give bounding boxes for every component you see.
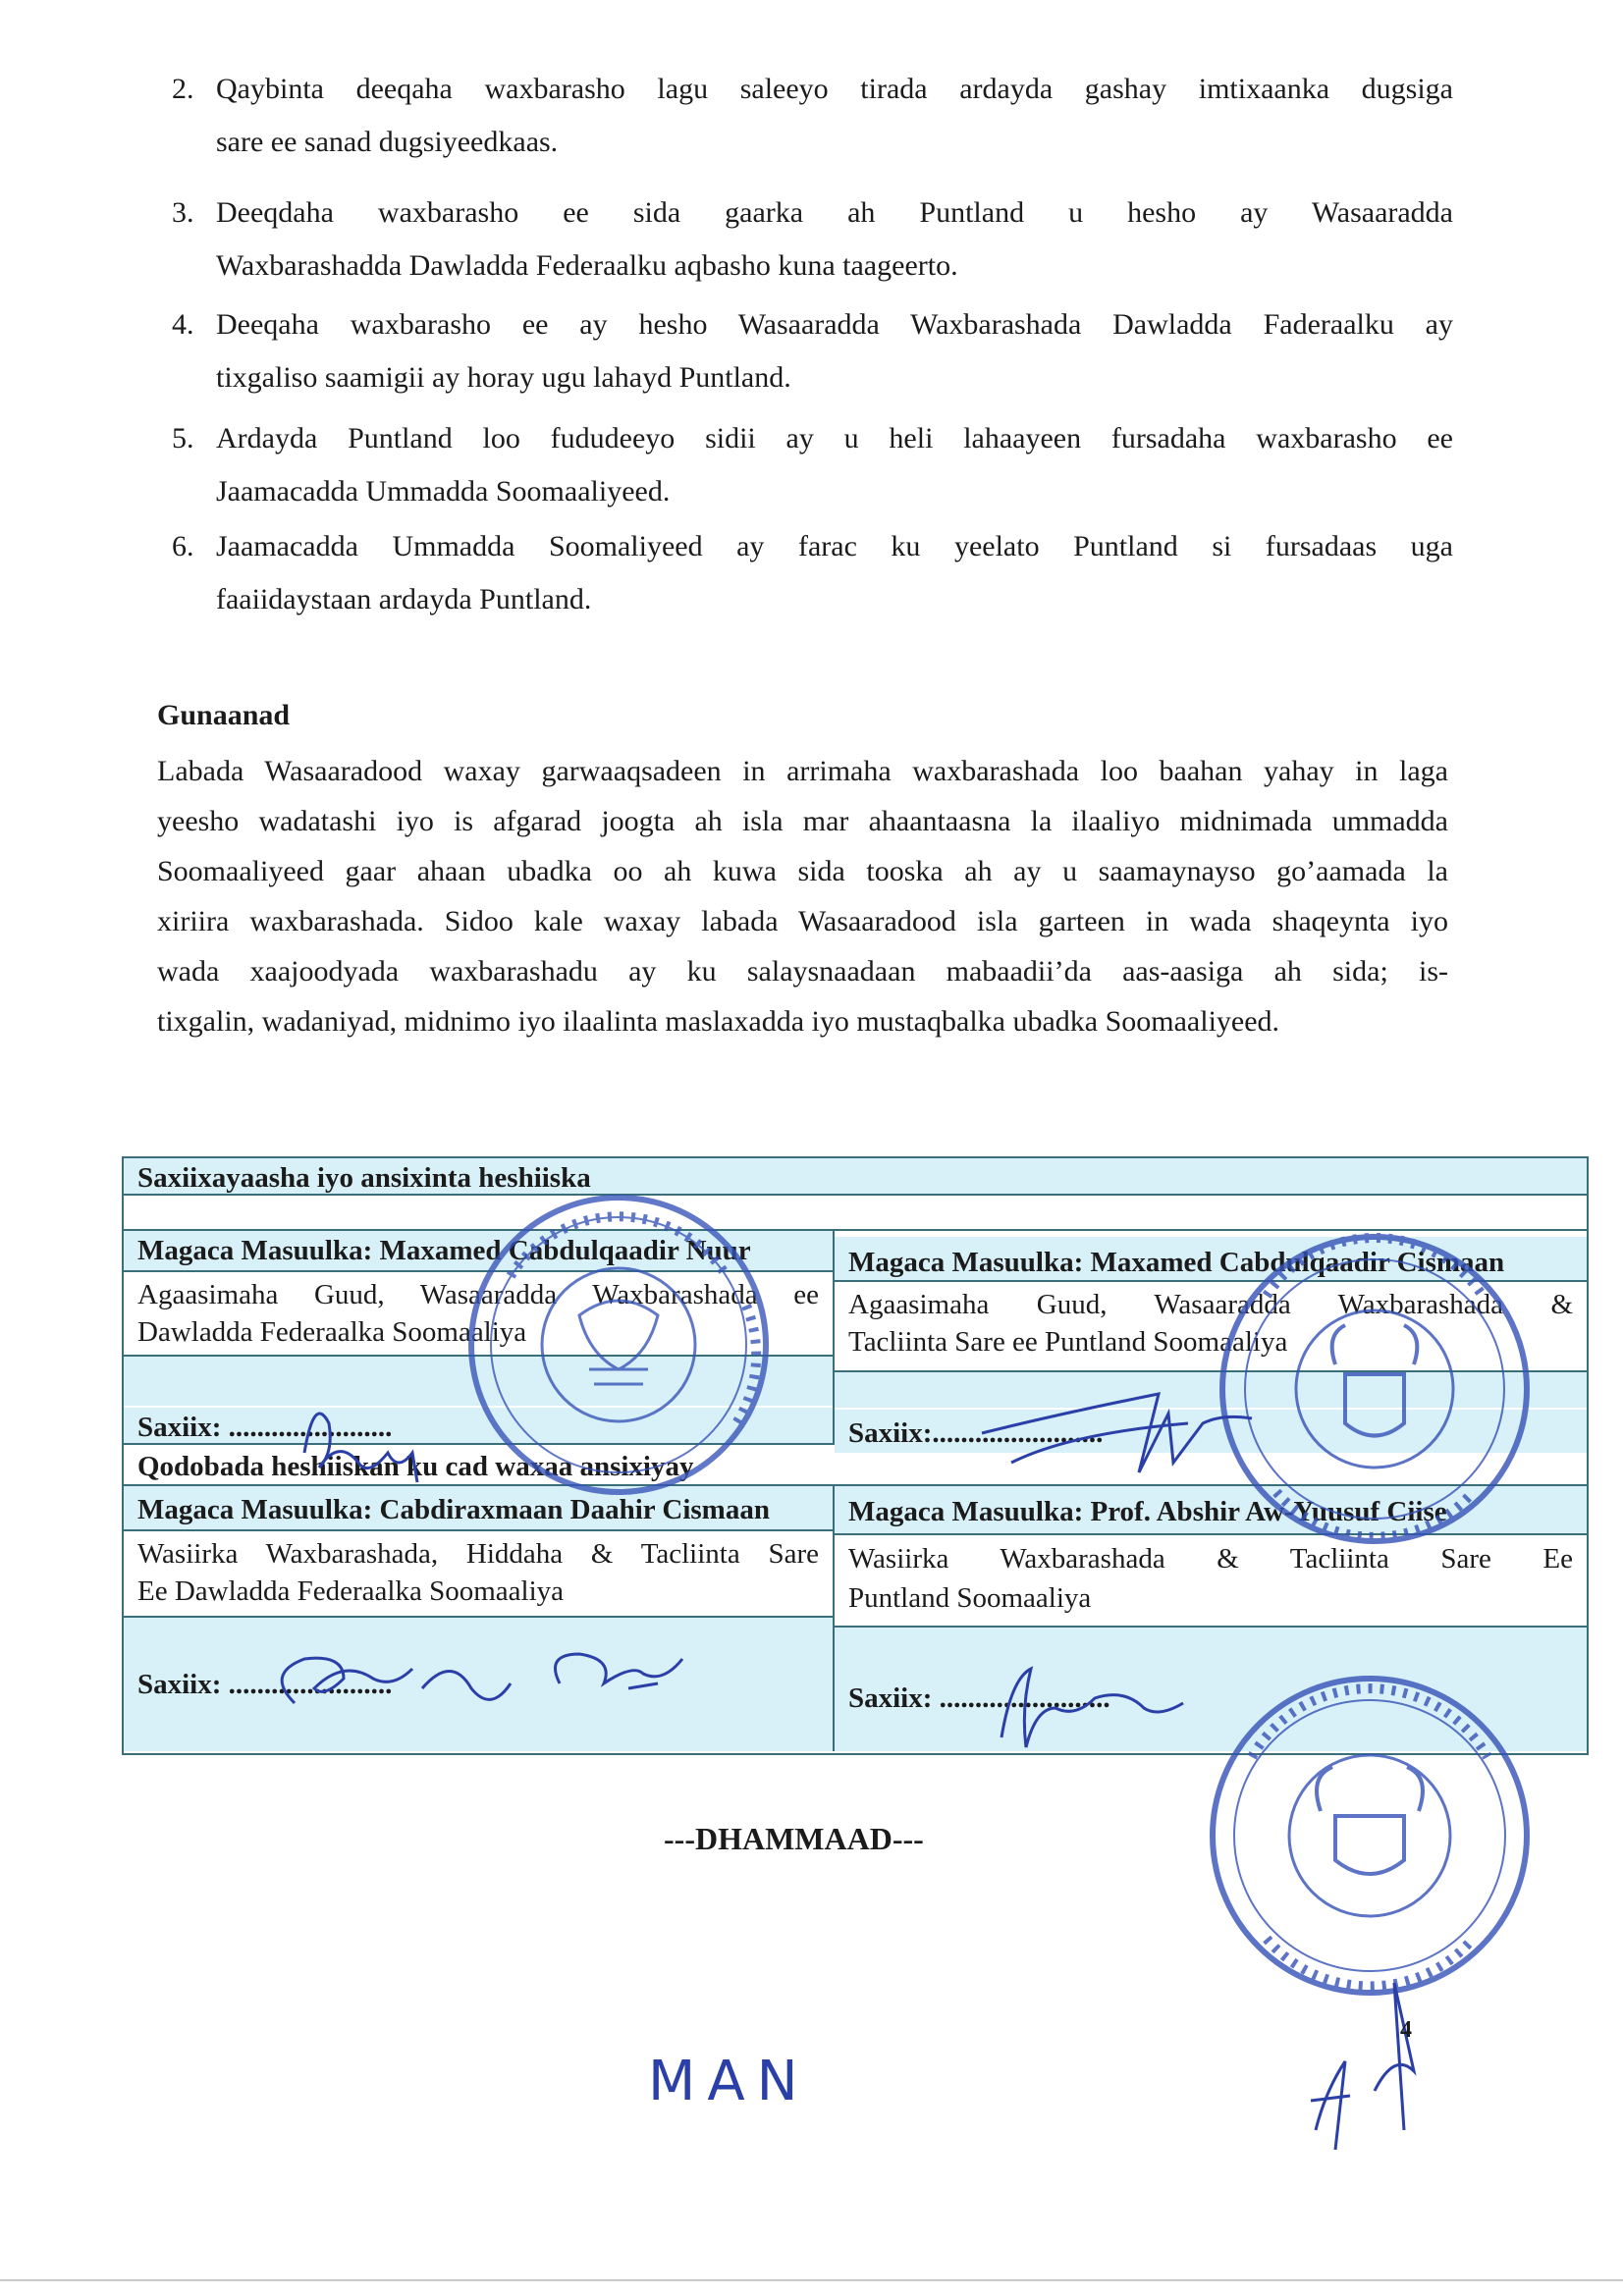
handwritten-initials-right xyxy=(1311,1983,1414,2150)
list-item-text: Deeqdaha waxbarasho ee sida gaarka ah Puntland u hesho ay Wasaaradda xyxy=(216,196,1453,229)
paragraph-line: Labada Wasaaradood waxay garwaaqsadeen in arrimaha waxbarashada loo baahan yahay in laga xyxy=(157,755,1448,787)
page-number: 4 xyxy=(1400,2017,1412,2043)
role-left-bottom: Wasiirka Waxbarashada, Hiddaha & Tacliinta Sare Ee Dawladda Federaalka Soomaaliya xyxy=(137,1538,819,1607)
name-label-left-top: Magaca Masuulka: Maxamed Cabdulqaadir Nuur xyxy=(124,1231,833,1270)
role-right-bottom: Wasiirka Waxbarashada & Tacliinta Sare Ee Puntland Soomaaliya xyxy=(848,1543,1573,1614)
signature-left-top xyxy=(304,1414,417,1482)
name-label-left-bottom: Magaca Masuulka: Cabdiraxmaan Daahir Cismaan xyxy=(124,1486,833,1529)
puntland-dg-seal xyxy=(1222,1237,1527,1541)
list-item-text-cont: faaiidaystaan ardayda Puntland. xyxy=(216,583,592,615)
list-item-text-cont: Waxbarashadda Dawladda Federaalku aqbasho kuna taageerto. xyxy=(216,249,958,282)
paragraph-line: Soomaaliyeed gaar ahaan ubadka oo ah kuwa sida tooska ah ay u saamaynayso go’aamada la xyxy=(157,855,1448,887)
paragraph-line: yeesho wadatashi iyo is afgarad joogta ah isla mar ahaantaasna la ilaaliyo midnimada ummadda xyxy=(157,805,1448,837)
paragraph-line: xiriira waxbarashada. Sidoo kale waxay labada Wasaaradood isla garteen in wada shaqeynta iyo xyxy=(157,905,1448,937)
list-item-text: Deeqaha waxbarasho ee ay hesho Wasaaradda Waxbarashada Dawladda Faderaalku ay xyxy=(216,308,1453,341)
handwritten-initials: MAN xyxy=(648,2050,810,2113)
list-item-text-cont: tixgaliso saamigii ay horay ugu lahayd Puntland. xyxy=(216,361,791,394)
name-label-right-bottom: Magaca Masuulka: Prof. Abshir Aw-Yuusuf Ciise xyxy=(835,1486,1587,1533)
signature-field-right-bottom: Saxiix: ........................ xyxy=(835,1628,1587,1751)
approval-heading: Qodobada heshiiskan ku cad waxaa ansixiyay xyxy=(137,1451,694,1482)
list-item-text: Qaybinta deeqaha waxbarasho lagu saleeyo tirada ardayda gashay imtixaanka dugsiga xyxy=(216,73,1453,105)
signature-field-right-top: Saxiix:........................ xyxy=(835,1410,1587,1453)
paragraph-line: tixgalin, wadaniyad, midnimo iyo ilaalinta maslaxadda iyo mustaqbalka ubadka Soomaaliyeed. xyxy=(157,1005,1280,1038)
signature-right-top xyxy=(982,1394,1252,1472)
document-end-mark: ---DHAMMAAD--- xyxy=(664,1821,924,1856)
page-bottom-edge xyxy=(0,2279,1623,2281)
federal-ministry-seal xyxy=(471,1198,766,1492)
signature-table-title: Saxiixayaasha iyo ansixinta heshiiska xyxy=(124,1158,1587,1194)
list-item-text-cont: Jaamacadda Ummadda Soomaaliyeed. xyxy=(216,475,671,507)
puntland-minister-seal xyxy=(1213,1679,1527,1993)
signature-left-bottom xyxy=(282,1654,682,1703)
list-item-text: Ardayda Puntland loo fududeeyo sidii ay u heli lahaayeen fursadaha waxbarasho ee xyxy=(216,422,1453,454)
conclusion-heading: Gunaanad xyxy=(157,699,291,731)
list-number: 4. xyxy=(172,308,194,341)
role-left-top: Agaasimaha Guud, Wasaaradda Waxbarashada ee Dawladda Federaalka Soomaaliya xyxy=(137,1279,819,1348)
name-label-right-top: Magaca Masuulka: Maxamed Cabdulqaadir Cismaan xyxy=(835,1237,1587,1280)
list-item-text: Jaamacadda Ummadda Soomaliyeed ay farac ku yeelato Puntland si fursadaas uga xyxy=(216,530,1453,562)
list-item-text-cont: sare ee sanad dugsiyeedkaas. xyxy=(216,126,559,158)
list-number: 5. xyxy=(172,422,194,454)
signature-field-left-top: Saxiix: ....................... xyxy=(124,1408,833,1443)
signature-field-left-bottom: Saxiix: ....................... xyxy=(124,1618,833,1751)
signature-right-bottom xyxy=(1001,1669,1183,1747)
list-number: 2. xyxy=(172,73,194,105)
role-right-top: Agaasimaha Guud, Wasaaradda Waxbarashada & Tacliinta Sare ee Puntland Soomaaliya xyxy=(848,1289,1573,1358)
list-number: 3. xyxy=(172,196,194,229)
paragraph-line: wada xaajoodyada waxbarashadu ay ku salaysnaadaan mabaadii’da aas-aasiga ah sida; is- xyxy=(157,955,1448,988)
list-number: 6. xyxy=(172,530,194,562)
